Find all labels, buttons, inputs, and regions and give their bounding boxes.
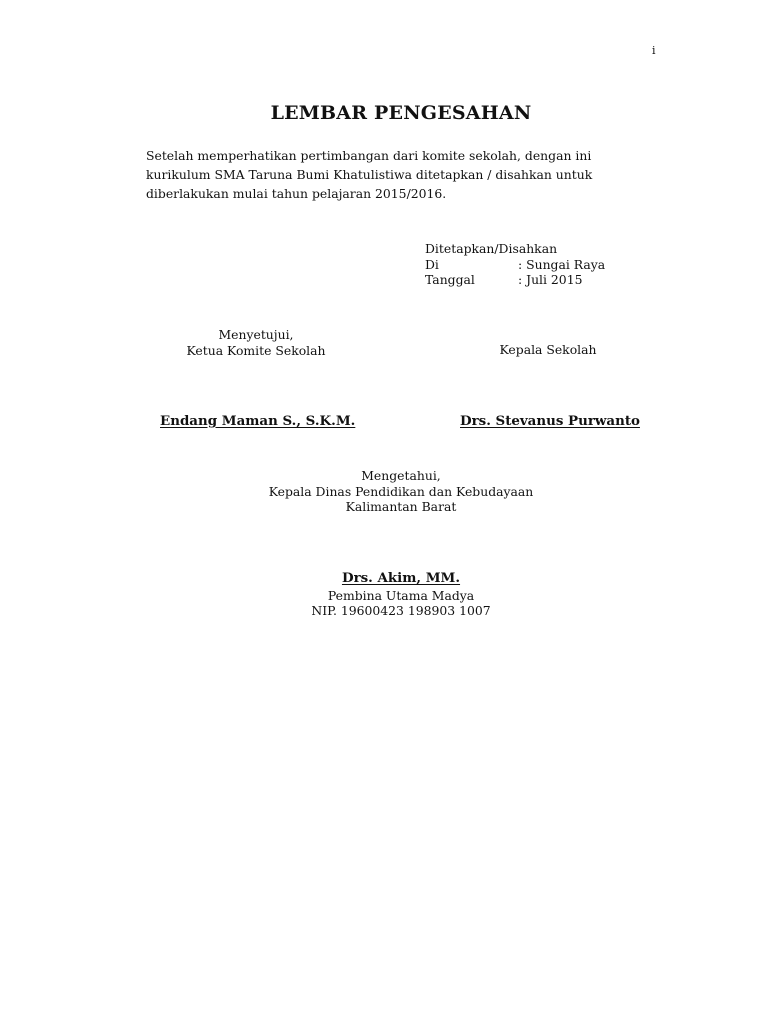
- stamp-place-label: Di: [425, 256, 439, 272]
- acknowledged-label: Mengetahui,: [361, 468, 441, 483]
- head-dinas-nip: NIP. 19600423 198903 1007: [311, 603, 491, 618]
- committee-title: Ketua Komite Sekolah: [186, 342, 326, 358]
- stamp-place-value: : Sungai Raya: [518, 256, 606, 272]
- intro-line-3: diberlakukan mulai tahun pelajaran 2015/2016.: [146, 186, 447, 201]
- stamp-block: [425, 241, 605, 288]
- principal-signer-name: Drs. Stevanus Purwanto: [460, 413, 640, 429]
- acknowledgement-block: [0, 468, 768, 515]
- intro-line-1: Setelah memperhatikan pertimbangan dari komite sekolah, dengan ini: [146, 148, 592, 163]
- stamp-date-row: [425, 272, 605, 288]
- stamp-place-row: [425, 257, 605, 273]
- page-title: LEMBAR PENGESAHAN: [270, 102, 532, 124]
- stamp-date-label: Tanggal: [425, 272, 475, 287]
- intro-line-2: kurikulum SMA Taruna Bumi Khatulistiwa ditetapkan / disahkan untuk: [146, 167, 593, 182]
- office-line-2: Kalimantan Barat: [345, 499, 457, 514]
- head-dinas-rank: Pembina Utama Madya: [327, 587, 475, 603]
- approved-label: Menyetujui,: [218, 327, 294, 342]
- approval-block: [150, 327, 362, 358]
- page-number: i: [652, 44, 656, 57]
- stamp-heading: Ditetapkan/Disahkan: [425, 241, 558, 256]
- head-dinas-block: [0, 570, 768, 619]
- head-dinas-name: Drs. Akim, MM.: [341, 570, 461, 586]
- intro-paragraph: [146, 146, 658, 203]
- stamp-date-value: : Juli 2015: [518, 272, 583, 287]
- committee-signer-name: Endang Maman S., S.K.M.: [160, 413, 356, 429]
- office-line-1: Kepala Dinas Pendidikan dan Kebudayaan: [268, 483, 534, 499]
- principal-title: Kepala Sekolah: [499, 342, 597, 357]
